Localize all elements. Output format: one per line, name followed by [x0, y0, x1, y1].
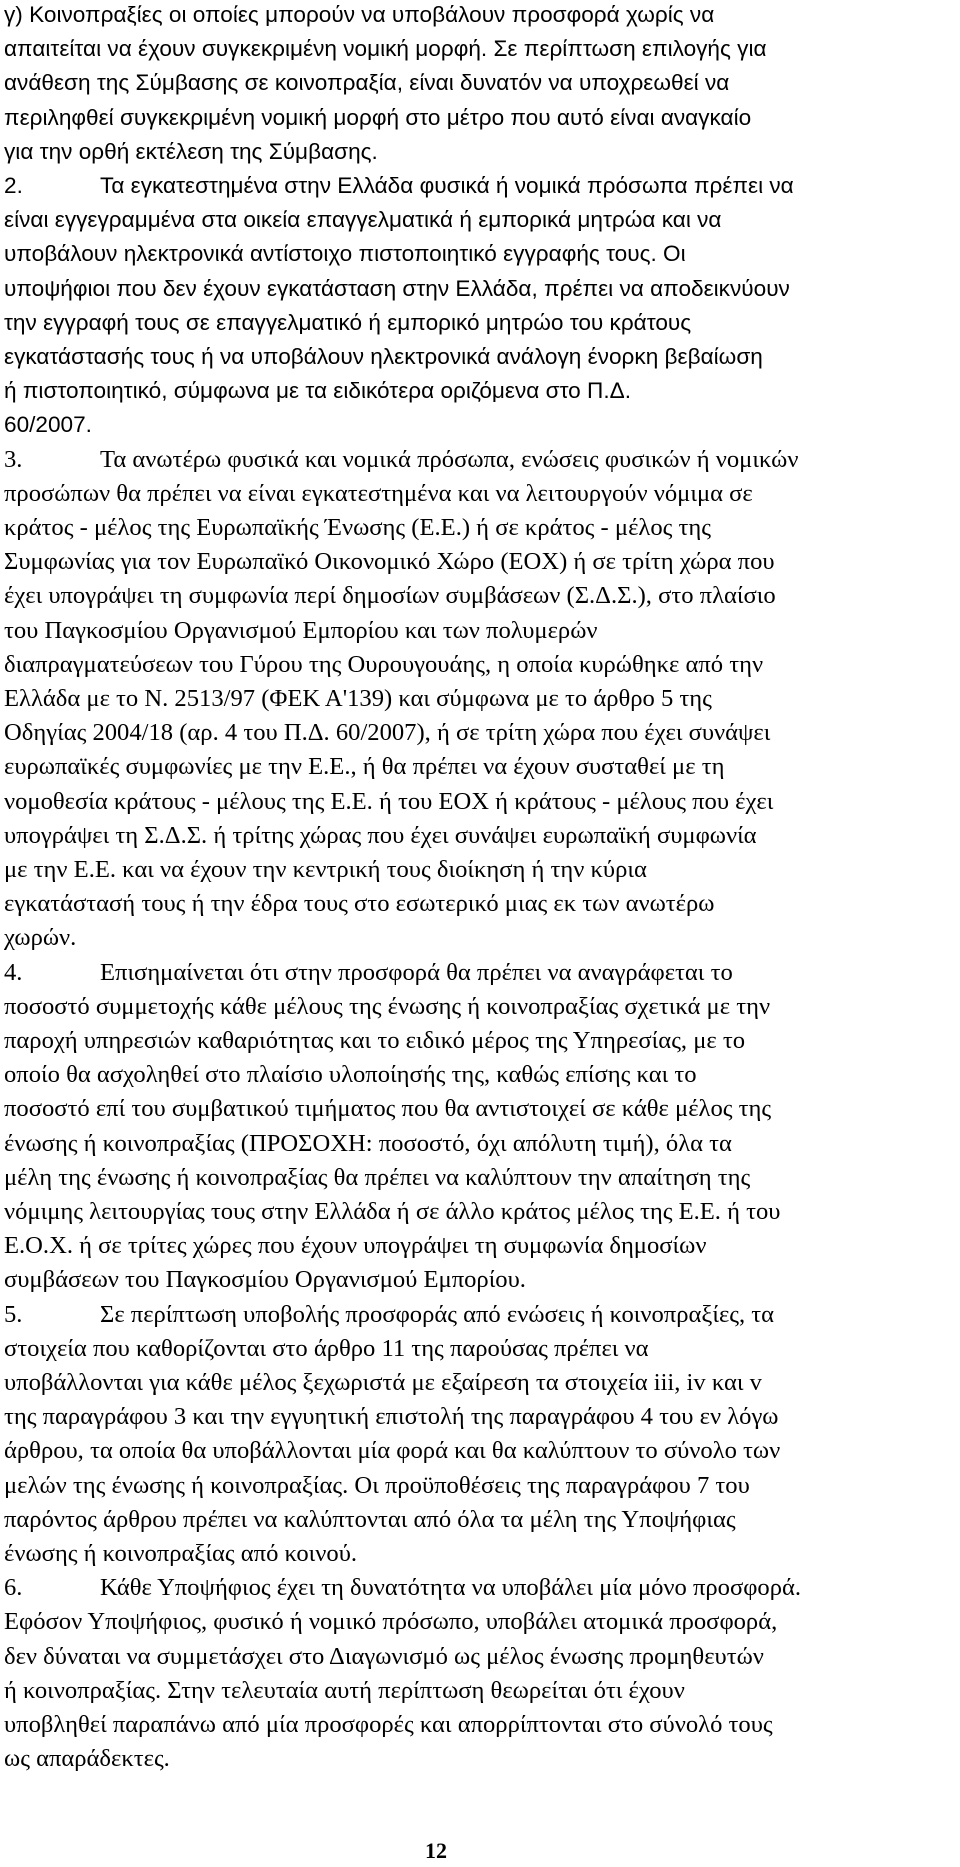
line-text: Σε περίπτωση υποβολής προσφοράς από ενώσεις ή κοινοπραξίες, τα	[100, 1300, 775, 1328]
paragraph-line	[4, 821, 757, 851]
line-text: Ελλάδα με το Ν. 2513/97 (ΦΕΚ Α'139) και σύμφωνα με το άρθρο 5 της	[4, 685, 712, 712]
paragraph-number: 5.	[4, 1300, 23, 1328]
line-text: του Παγκοσμίου Οργανισμού Εμπορίου και των πολυμερών	[4, 616, 598, 644]
paragraph-line	[4, 581, 776, 611]
line-text: κράτος - μέλος της Ευρωπαϊκής Ένωσης (Ε.Ε.) ή σε κράτος - μέλος της	[4, 514, 711, 541]
line-text: δεν δύναται να συμμετάσχει στο Διαγωνισμό ως μέλος ένωσης προμηθευτών	[4, 1642, 764, 1670]
paragraph-line	[4, 752, 724, 782]
line-text: οποίο θα ασχοληθεί στο πλαίσιο υλοποίησής της, καθώς επίσης και το	[4, 1061, 697, 1089]
paragraph-line	[4, 137, 378, 167]
line-text: ή πιστοποιητικό, σύμφωνα με τα ειδικότερα οριζόμενα στο Π.Δ.	[4, 378, 631, 404]
paragraph-line	[4, 1094, 771, 1124]
line-text: ποσοστό επί του συμβατικού τιμήματος που θα αντιστοιχεί σε κάθε μέλος της	[4, 1095, 772, 1123]
paragraph-line	[4, 376, 631, 406]
line-text: της παραγράφου 3 και την εγγυητική επιστολή της παραγράφου 4 του εν λόγω	[4, 1403, 779, 1431]
line-text: άρθρου, τα οποία θα υποβάλλονται μία φορά και θα καλύπτουν το σύνολο των	[4, 1437, 781, 1465]
paragraph-line	[4, 1471, 750, 1501]
line-text: Τα ανωτέρω φυσικά και νομικά πρόσωπα, ενώσεις φυσικών ή νομικών	[100, 445, 799, 473]
paragraph-line	[4, 308, 691, 338]
line-text: απαιτείται να έχουν συγκεκριμένη νομική μορφή. Σε περίπτωση επιλογής για	[4, 36, 767, 62]
paragraph-line	[4, 1197, 780, 1227]
line-text: Οδηγίας 2004/18 (αρ. 4 του Π.Δ. 60/2007), ή σε τρίτη χώρα που έχει συνάψει	[4, 719, 771, 747]
line-text: νομοθεσία κράτους - μέλους της Ε.Ε. ή του ΕΟΧ ή κράτους - μέλους που έχει	[4, 787, 774, 815]
line-text: ως απαράδεκτες.	[4, 1745, 170, 1773]
line-text: Τα εγκατεστημένα στην Ελλάδα φυσικά ή νομικά πρόσωπα πρέπει να	[100, 173, 794, 198]
paragraph-line	[4, 513, 711, 543]
paragraph-line	[4, 616, 598, 646]
paragraph-line	[4, 923, 76, 953]
line-text: ευρωπαϊκές συμφωνίες με την Ε.Ε., ή θα πρέπει να έχουν συσταθεί με τη	[4, 753, 725, 781]
paragraph-line	[4, 34, 767, 64]
paragraph-line	[4, 1436, 780, 1466]
paragraph-line	[4, 718, 770, 748]
line-text: περιληφθεί συγκεκριμένη νομική μορφή στο μέτρο που αυτό είναι αναγκαίο	[4, 104, 752, 130]
line-text: υποψήφιοι που δεν έχουν εγκατάσταση στην Ελλάδα, πρέπει να αποδεικνύουν	[4, 275, 790, 301]
line-text: έχει υπογράψει τη συμφωνία περί δημοσίων συμβάσεων (Σ.Δ.Σ.), στο πλαίσιο	[4, 582, 776, 610]
paragraph-line	[4, 0, 714, 30]
line-text: Συμφωνίας για τον Ευρωπαϊκό Οικονομικό Χώρο (ΕΟΧ) ή σε τρίτη χώρα που	[4, 548, 775, 576]
line-text: ανάθεση της Σύμβασης σε κοινοπραξία, είναι δυνατόν να υποχρεωθεί να	[4, 70, 730, 96]
line-text: για την ορθή εκτέλεση της Σύμβασης.	[4, 138, 378, 164]
line-text: χωρών.	[4, 924, 77, 952]
paragraph-line	[4, 684, 712, 714]
paragraph-number: 2.	[4, 173, 23, 198]
paragraph-line	[4, 410, 92, 440]
line-text: υποβάλλονται για κάθε μέλος ξεχωριστά με εξαίρεση τα στοιχεία iii, iv και v	[4, 1369, 762, 1396]
line-text: παρόντος άρθρου πρέπει να καλύπτονται από όλα τα μέλη της Υποψήφιας	[4, 1505, 736, 1533]
paragraph-line	[4, 1539, 357, 1569]
paragraph-line	[4, 1334, 649, 1364]
paragraph-line	[4, 205, 721, 235]
line-text: 60/2007.	[4, 412, 92, 438]
paragraph-line	[4, 1129, 732, 1159]
paragraph-line	[4, 1402, 779, 1432]
line-text: την εγγραφή τους σε επαγγελματικό ή εμπορικό μητρώο του κράτους	[4, 309, 692, 335]
line-text: γ) Κοινοπραξίες οι οποίες μπορούν να υποβάλουν προσφορά χωρίς να	[4, 2, 715, 27]
paragraph-number: 3.	[4, 445, 23, 473]
paragraph-line	[4, 1607, 777, 1637]
line-text: υποβληθεί παραπάνω από μία προσφορές και απορρίπτονται στο σύνολό τους	[4, 1711, 773, 1738]
line-text: παροχή υπηρεσιών καθαριότητας και το ειδικό μέρος της Υπηρεσίας, με το	[4, 1027, 746, 1054]
line-text: εγκατάστασής τους ή να υποβάλουν ηλεκτρονικά ανάλογη ένορκη βεβαίωση	[4, 344, 763, 369]
numbered-paragraph-line	[4, 445, 798, 475]
line-text: μελών της ένωσης ή κοινοπραξίας. Οι προϋποθέσεις της παραγράφου 7 του	[4, 1471, 750, 1499]
paragraph-line	[4, 239, 686, 269]
paragraph-number: 6.	[4, 1574, 23, 1602]
paragraph-line	[4, 1505, 736, 1535]
numbered-paragraph-line	[4, 1573, 801, 1603]
line-text: είναι εγγεγραμμένα στα οικεία επαγγελματικά ή εμπορικά μητρώα και να	[4, 207, 722, 233]
numbered-paragraph-line	[4, 958, 733, 988]
line-text: με την Ε.Ε. και να έχουν την κεντρική τους διοίκηση ή την κύρια	[4, 856, 647, 883]
paragraph-line	[4, 787, 773, 817]
paragraph-line	[4, 650, 763, 680]
paragraph-line	[4, 342, 763, 372]
line-text: διαπραγματεύσεων του Γύρου της Ουρουγουάης, η οποία κυρώθηκε από την	[4, 650, 764, 678]
line-text: Επισημαίνεται ότι στην προσφορά θα πρέπει να αναγράφεται το	[100, 958, 733, 986]
paragraph-line	[4, 103, 751, 133]
paragraph-line	[4, 1231, 706, 1261]
paragraph-line	[4, 855, 647, 885]
paragraph-line	[4, 1744, 170, 1774]
page-number: 12	[425, 1838, 447, 1863]
paragraph-line	[4, 1642, 764, 1672]
line-text: ή κοινοπραξίας. Στην τελευταία αυτή περίπτωση θεωρείται ότι έχουν	[4, 1676, 685, 1704]
paragraph-line	[4, 547, 775, 577]
line-text: προσώπων θα πρέπει να είναι εγκατεστημένα και να λειτουργούν νόμιμα σε	[4, 479, 753, 507]
line-text: ποσοστό συμμετοχής κάθε μέλους της ένωσης ή κοινοπραξίας σχετικά με την	[4, 992, 771, 1020]
line-text: Ε.Ο.Χ. ή σε τρίτες χώρες που έχουν υπογράψει τη συμφωνία δημοσίων	[4, 1232, 707, 1260]
line-text: υπογράψει τη Σ.Δ.Σ. ή τρίτης χώρας που έχει συνάψει ευρωπαϊκή συμφωνία	[4, 821, 757, 849]
paragraph-line	[4, 479, 753, 509]
paragraph-line	[4, 1163, 750, 1193]
paragraph-line	[4, 889, 714, 919]
line-text: υποβάλουν ηλεκτρονικά αντίστοιχο πιστοποιητικό εγγραφής τους. Οι	[4, 241, 686, 267]
paragraph-number: 4.	[4, 958, 23, 986]
paragraph-line	[4, 1676, 685, 1706]
paragraph-line	[4, 1265, 526, 1295]
paragraph-line	[4, 68, 729, 98]
paragraph-line	[4, 1368, 762, 1398]
line-text: συμβάσεων του Παγκοσμίου Οργανισμού Εμπορίου.	[4, 1266, 526, 1294]
paragraph-line	[4, 992, 770, 1022]
paragraph-line	[4, 274, 790, 304]
line-text: στοιχεία που καθορίζονται στο άρθρο 11 της παρούσας πρέπει να	[4, 1334, 649, 1362]
paragraph-line	[4, 1060, 697, 1090]
line-text: ένωσης ή κοινοπραξίας (ΠΡΟΣΟΧΗ: ποσοστό, όχι απόλυτη τιμή), όλα τα	[4, 1129, 732, 1157]
line-text: νόμιμης λειτουργίας τους στην Ελλάδα ή σε άλλο κράτος μέλος της Ε.Ε. ή του	[4, 1198, 781, 1225]
line-text: Εφόσον Υποψήφιος, φυσικό ή νομικό πρόσωπο, υποβάλει ατομικά προσφορά,	[4, 1608, 778, 1636]
line-text: ένωσης ή κοινοπραξίας από κοινού.	[4, 1540, 358, 1567]
line-text: Κάθε Υποψήφιος έχει τη δυνατότητα να υποβάλει μία μόνο προσφορά.	[100, 1574, 802, 1602]
paragraph-line	[4, 1026, 745, 1056]
paragraph-line	[4, 1710, 773, 1740]
line-text: μέλη της ένωσης ή κοινοπραξίας θα πρέπει να καλύπτουν την απαίτηση της	[4, 1163, 751, 1191]
line-text: εγκατάστασή τους ή την έδρα τους στο εσωτερικό μιας εκ των ανωτέρω	[4, 890, 715, 918]
numbered-paragraph-line	[4, 171, 794, 201]
numbered-paragraph-line	[4, 1300, 774, 1330]
